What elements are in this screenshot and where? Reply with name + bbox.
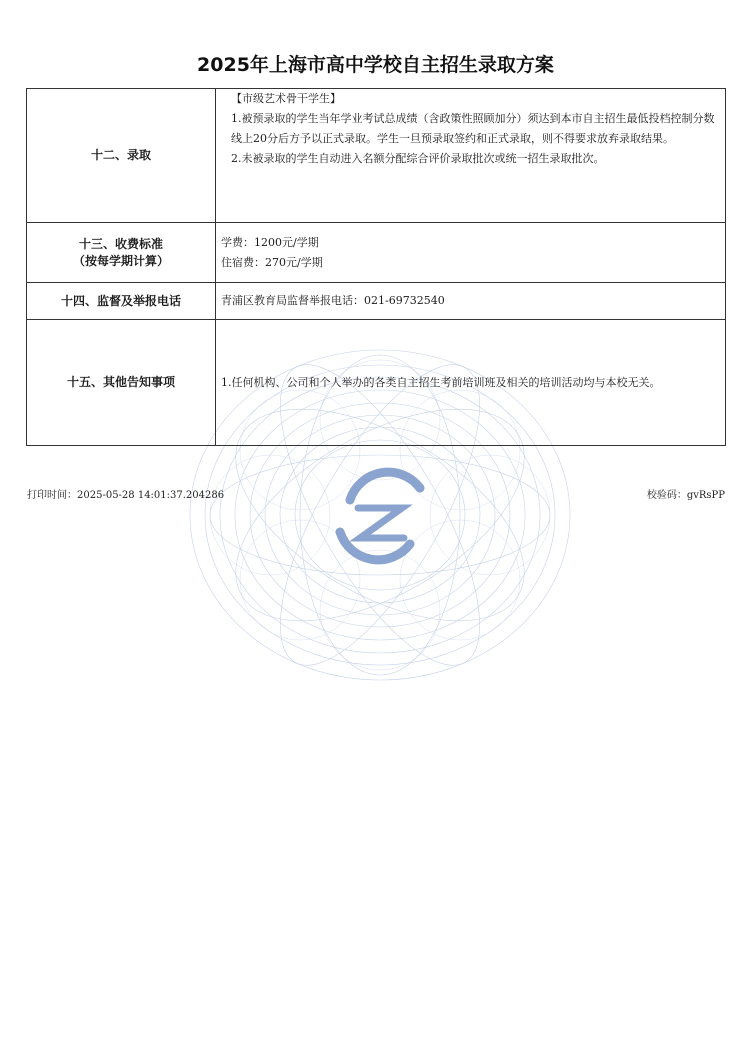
verify-code: 校验码：gvRsPP bbox=[646, 490, 725, 501]
admission-item-1: 1.被预录取的学生当年学业考试总成绩（含政策性照顾加分）须达到本市自主招生最低投档控制分数线上20分后方予以正式录取。学生一旦预录取签约和正式录取，则不得要求放弃录取结果。 bbox=[231, 112, 715, 145]
table-row bbox=[27, 89, 726, 223]
fees-label bbox=[27, 223, 216, 283]
admission-label: 十二、录取 bbox=[27, 89, 216, 223]
accommodation-fee: 住宿费：270元/学期 bbox=[221, 255, 323, 269]
fees-label-line2: （按每学期计算） bbox=[72, 253, 169, 268]
table-row bbox=[27, 223, 726, 283]
admission-item-2: 2.未被录取的学生自动进入名额分配综合评价录取批次或统一招生录取批次。 bbox=[231, 152, 605, 165]
fees-label-line1: 十三、收费标准 bbox=[78, 236, 163, 251]
tuition-fee: 学费：1200元/学期 bbox=[221, 235, 319, 249]
notices-content bbox=[216, 320, 726, 446]
table-row bbox=[27, 283, 726, 320]
table-row bbox=[27, 320, 726, 446]
admission-heading: 【市级艺术骨干学生】 bbox=[231, 92, 341, 105]
admission-plan-table bbox=[26, 88, 726, 446]
supervision-hotline: 青浦区教育局监督举报电话：021-69732540 bbox=[216, 283, 726, 320]
fees-content bbox=[216, 223, 726, 283]
notices-label: 十五、其他告知事项 bbox=[27, 320, 216, 446]
document-title: 2025年上海市高中学校自主招生录取方案 bbox=[197, 54, 554, 76]
print-time: 打印时间：2025-05-28 14:01:37.204286 bbox=[27, 490, 225, 501]
education-seal-icon bbox=[340, 472, 420, 560]
supervision-label: 十四、监督及举报电话 bbox=[27, 283, 216, 320]
admission-content bbox=[216, 89, 726, 223]
notices-item-1: 1.任何机构、公司和个人举办的各类自主招生考前培训班及相关的培训活动均与本校无关。 bbox=[221, 375, 661, 389]
